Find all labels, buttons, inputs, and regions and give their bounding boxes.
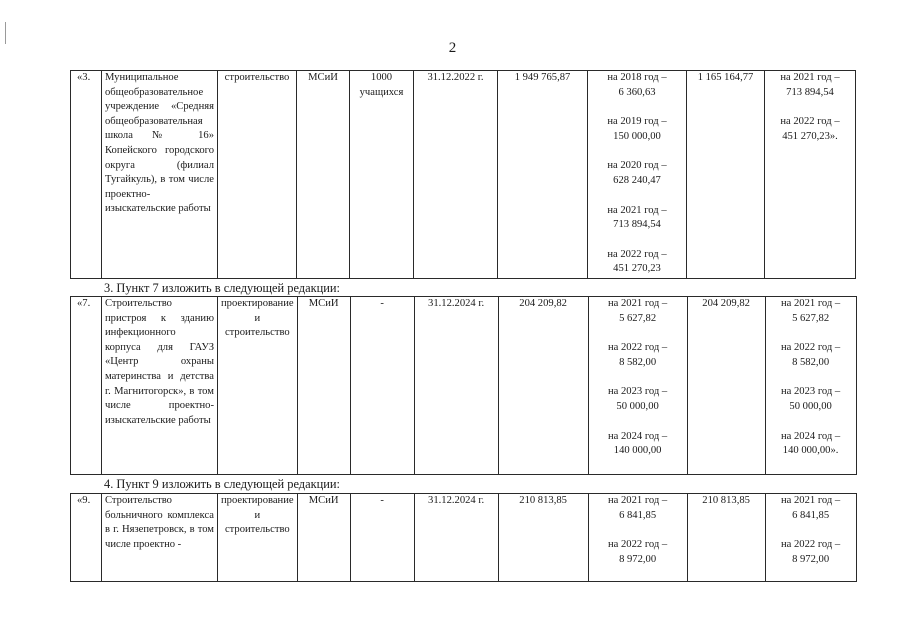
- year-label: на 2021 год –: [780, 495, 841, 506]
- table-row: [71, 71, 856, 279]
- estimated-cost: 1 949 765,87: [498, 71, 588, 279]
- object-table-row-9: [70, 493, 857, 582]
- year-label: на 2022 год –: [780, 342, 841, 354]
- work-type: проектирование и строительство: [218, 494, 298, 582]
- year-label: на 2023 год –: [780, 386, 841, 398]
- year-value: 8 582,00: [792, 356, 830, 368]
- object-table-row-7: [70, 296, 857, 475]
- section-title: 4. Пункт 9 изложить в следующей редакции:: [104, 477, 340, 491]
- year-label: на 2024 год –: [780, 430, 841, 442]
- year-label: на 2018 год –: [607, 72, 667, 83]
- year-label: на 2022 год –: [607, 248, 667, 260]
- year-value: 8 972,00: [619, 553, 657, 565]
- year-label: на 2021 год –: [780, 72, 840, 83]
- year-value: 6 841,85: [792, 509, 830, 521]
- year-label: на 2020 год –: [607, 160, 667, 172]
- object-table-row-3: [70, 70, 856, 279]
- year-label: на 2022 год –: [607, 539, 668, 551]
- section-title: 3. Пункт 7 изложить в следующей редакции:: [104, 281, 340, 295]
- row-number: «9.: [71, 494, 102, 582]
- row-number: «3.: [71, 71, 102, 279]
- year-value: 713 894,54: [786, 86, 834, 98]
- year-value: 6 841,85: [619, 509, 657, 521]
- year-value: 451 270,23: [613, 263, 661, 275]
- year-value: 5 627,82: [792, 312, 830, 324]
- year-value: 8 972,00: [792, 553, 830, 565]
- estimated-cost: 204 209,82: [498, 297, 588, 475]
- completion-date: 31.12.2024 г.: [414, 494, 498, 582]
- object-name: Строительство больничного комплекса в г. Нязепетровск, в том числе проектно -: [102, 494, 218, 582]
- row-number: «7.: [71, 297, 102, 475]
- object-name: Строительство пристроя к зданию инфекционного корпуса для ГАУЗ «Центр охраны материнства и детства г. Магнитогорск», в том числе проектно-изыскательские работы: [102, 297, 218, 475]
- year-value: 140 000,00: [613, 445, 662, 457]
- year-value: 5 627,82: [619, 312, 657, 324]
- year-label: на 2023 год –: [607, 386, 668, 398]
- year-value: 6 360,63: [618, 86, 656, 98]
- table-row: [71, 297, 857, 475]
- limit-amount: 204 209,82: [687, 297, 765, 475]
- object-name: Муниципальное общеобразовательное учреждение «Средняя общеобразовательная школа № 16» Копейского городского округа (филиал Тугайкуль), в том числе проектно-изыскательские работы: [102, 71, 218, 279]
- year-value: 140 000,00».: [782, 445, 839, 457]
- year-value: 713 894,54: [613, 219, 661, 231]
- estimated-cost: 210 813,85: [498, 494, 588, 582]
- department: МСиИ: [297, 297, 350, 475]
- year-value: 628 240,47: [613, 174, 661, 186]
- plan-by-year: [765, 297, 856, 475]
- financing-by-year: [588, 297, 687, 475]
- year-label: на 2021 год –: [607, 495, 668, 506]
- table-row: [71, 494, 857, 582]
- completion-date: 31.12.2024 г.: [414, 297, 498, 475]
- year-label: на 2022 год –: [780, 539, 841, 551]
- financing-by-year: [588, 71, 687, 279]
- limit-amount: 1 165 164,77: [687, 71, 765, 279]
- year-label: на 2019 год –: [607, 116, 667, 128]
- year-value: 50 000,00: [789, 400, 832, 412]
- page-number: 2: [448, 40, 457, 56]
- completion-date: 31.12.2022 г.: [414, 71, 498, 279]
- year-label: на 2022 год –: [607, 342, 668, 354]
- year-value: 8 582,00: [619, 356, 657, 368]
- year-value: 50 000,00: [616, 400, 659, 412]
- department: МСиИ: [297, 494, 350, 582]
- year-label: на 2024 год –: [607, 430, 668, 442]
- work-type: строительство: [218, 71, 297, 279]
- year-label: на 2022 год –: [780, 116, 840, 128]
- limit-amount: 210 813,85: [687, 494, 765, 582]
- financing-by-year: [588, 494, 687, 582]
- year-label: на 2021 год –: [607, 298, 668, 309]
- capacity: -: [350, 494, 414, 582]
- plan-by-year: [765, 71, 856, 279]
- work-type: проектирование и строительство: [218, 297, 298, 475]
- year-label: на 2021 год –: [607, 204, 667, 216]
- page-bottom-whitespace: [0, 582, 905, 640]
- year-value: 150 000,00: [613, 130, 661, 142]
- capacity: 1000 учащихся: [350, 71, 414, 279]
- year-label: на 2021 год –: [780, 298, 841, 309]
- year-value: 451 270,23».: [782, 130, 838, 142]
- capacity: -: [350, 297, 414, 475]
- department: МСиИ: [297, 71, 350, 279]
- plan-by-year: [765, 494, 856, 582]
